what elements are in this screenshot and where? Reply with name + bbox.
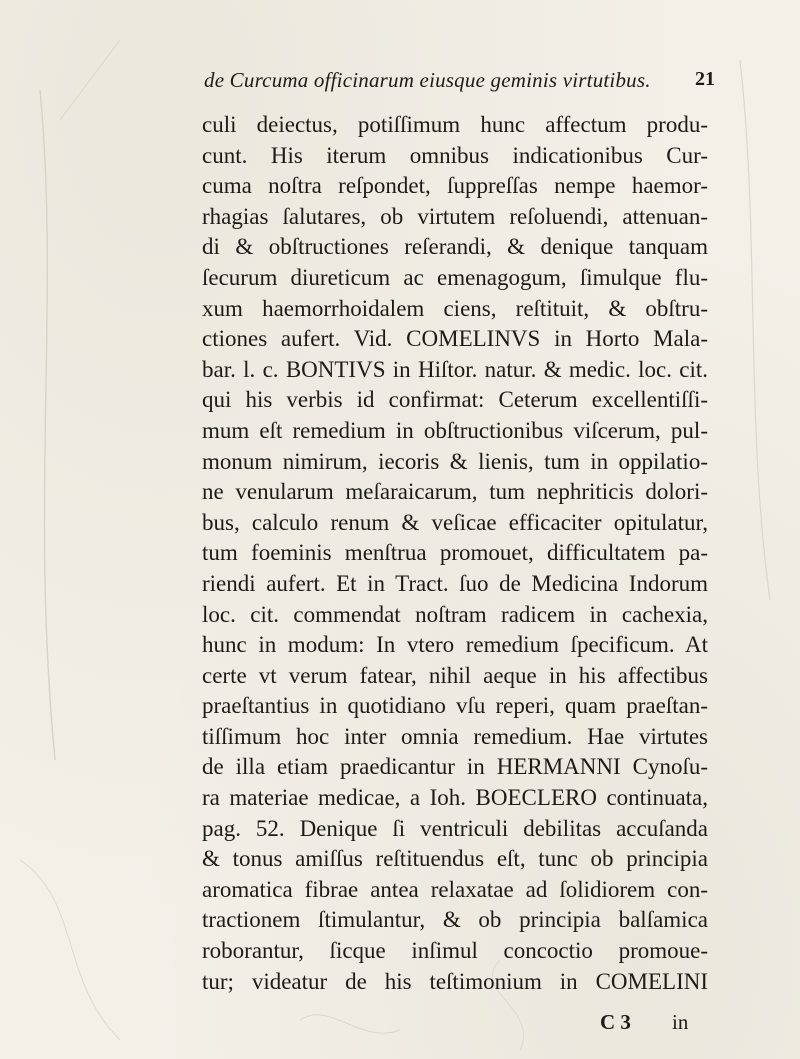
text-line: monum nimirum, iecoris & lienis, tum in oppilatio- (202, 448, 708, 474)
text-line: aromatica fibrae antea relaxatae ad ſolidiorem con- (202, 876, 708, 902)
text-line: rhagias ſalutares, ob virtutem reſoluendi, attenuan- (202, 203, 708, 229)
running-head (0, 68, 800, 98)
text-line: ra materiae medicae, a Ioh. BOECLERO continuata, (202, 785, 708, 811)
text-line: qui his verbis id confirmat: Ceterum excellentiſſi- (202, 387, 708, 413)
text-line: ctiones aufert. Vid. COMELINVS in Horto Mala- (202, 326, 708, 352)
text-line: cunt. His iterum omnibus indicationibus Cur- (202, 142, 708, 168)
text-line: certe vt verum fatear, nihil aeque in his affectibus (202, 662, 708, 688)
text-line: bus, calculo renum & veſicae efficaciter opitulatur, (202, 509, 708, 535)
page-number: 21 (695, 68, 715, 90)
text-line: xum haemorrhoidalem ciens, reſtituit, & obſtru- (202, 295, 708, 321)
text-line: loc. cit. commendat noſtram radicem in cachexia, (202, 601, 708, 627)
catchword: in (672, 1010, 689, 1034)
text-line: & tonus amiſſus reſtituendus eſt, tunc ob principia (202, 846, 708, 872)
text-line: roborantur, ſicque inſimul concoctio promoue- (202, 938, 708, 964)
signature-mark: C 3 (600, 1010, 631, 1034)
text-line: tum foeminis menſtrua promouet, difficultatem pa- (202, 540, 708, 566)
text-line: pag. 52. Denique ſi ventriculi debilitas accuſanda (202, 815, 708, 841)
text-line: tiſſimum hoc inter omnia remedium. Hae virtutes (202, 723, 708, 749)
text-line: praeſtantius in quotidiano vſu reperi, quam praeſtan- (202, 693, 708, 719)
text-line: hunc in modum: In vtero remedium ſpecificum. At (202, 632, 708, 658)
text-line: riendi aufert. Et in Tract. ſuo de Medicina Indorum (202, 570, 708, 596)
text-line: bar. l. c. BONTIVS in Hiſtor. natur. & medic. loc. cit. (202, 356, 708, 382)
text-line: ne venularum meſaraicarum, tum nephriticis dolori- (202, 479, 708, 505)
text-line: mum eſt remedium in obſtructionibus viſcerum, pul- (202, 417, 708, 443)
text-line: di & obſtructiones reſerandi, & denique tanquam (202, 234, 708, 260)
text-line: tur; videatur de his teſtimonium in COMELINI (202, 968, 708, 994)
text-line: culi deiectus, potiſſimum hunc affectum produ- (202, 112, 708, 137)
text-line: tractionem ſtimulantur, & ob principia balſamica (202, 907, 708, 933)
body-text (202, 110, 708, 997)
running-title: de Curcuma officinarum eiusque geminis virtutibus. (204, 68, 651, 92)
text-line: cuma noſtra reſpondet, ſuppreſſas nempe haemor- (202, 173, 708, 199)
text-line: ſecurum diureticum ac emenagogum, ſimulque flu- (202, 264, 708, 290)
text-line: de illa etiam praedicantur in HERMANNI Cynoſu- (202, 754, 708, 780)
